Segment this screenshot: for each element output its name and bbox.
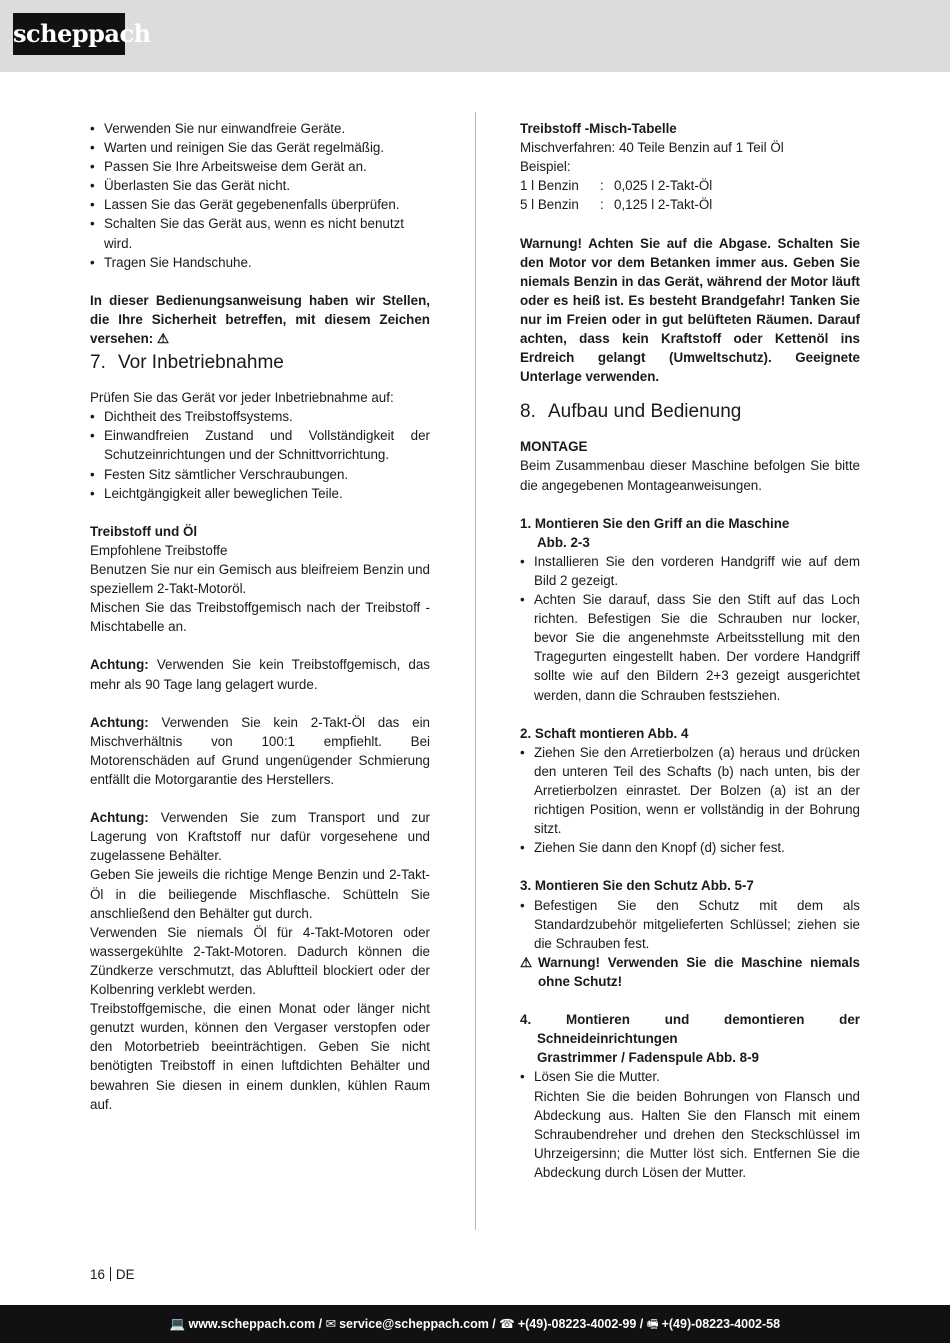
step-2-heading: 2. Schaft montieren Abb. 4 — [520, 725, 689, 741]
list-item: • Befestigen Sie den Schutz mit dem als Standardzubehör mitgelieferten Schlüssel; ziehen sie die Schrauben fest. — [520, 896, 860, 953]
list-item: • Leichtgängigkeit aller beweglichen Teile. — [90, 484, 430, 503]
list-item: • Ziehen Sie dann den Knopf (d) sicher fest. — [520, 838, 860, 857]
step-4-heading: 4. Montieren und demontieren der Schneideinrichtungen — [520, 1012, 860, 1047]
right-column — [520, 119, 860, 1182]
list-item: • Überlasten Sie das Gerät nicht. — [90, 176, 430, 195]
monitor-icon: 💻 — [169, 1317, 186, 1331]
montage-text: Beim Zusammenbau dieser Maschine befolgen Sie bitte die angegebenen Montageanweisungen. — [520, 458, 860, 493]
attention-note-3: Achtung: Verwenden Sie zum Transport und zur Lagerung von Kraftstoff nur dafür vorgesehene und zugelassene Behälter. — [90, 810, 430, 864]
attention-note-1: Achtung: Verwenden Sie kein Treibstoffgemisch, das mehr als 90 Tage lang gelagert wurde. — [90, 657, 430, 692]
fax-icon: 🖷 — [646, 1317, 659, 1331]
footer-email-link[interactable]: service@scheppach.com / — [339, 1317, 496, 1331]
mix-table — [520, 176, 712, 214]
paragraph: Geben Sie jeweils die richtige Menge Benzin und 2-Takt-Öl in die beiliegende Mischflasche. Schütteln Sie anschließend den Behälter gut durch. — [90, 867, 430, 921]
table-row: 5 l Benzin : 0,125 l 2-Takt-Öl — [520, 197, 713, 213]
paragraph: Benutzen Sie nur ein Gemisch aus bleifreiem Benzin und speziellem 2-Takt-Motoröl. — [90, 561, 430, 597]
step-4-subheading: Grastrimmer / Fadenspule Abb. 8-9 — [537, 1050, 759, 1066]
column-divider — [475, 112, 476, 1230]
paragraph: Mischen Sie das Treibstoffgemisch nach der Treibstoff -Mischtabelle an. — [90, 600, 430, 635]
footer-fax: +(49)-08223-4002-58 — [661, 1317, 781, 1331]
montage-heading: MONTAGE — [520, 439, 588, 455]
fuel-subheading: Empfohlene Treibstoffe — [90, 542, 228, 558]
warning-triangle-icon: ⚠ — [520, 954, 533, 970]
list-item: • Festen Sitz sämtlicher Verschraubungen. — [90, 465, 430, 484]
list-item: • Einwandfreien Zustand und Vollständigkeit der Schutzeinrichtungen und der Schnittvorrichtung. — [90, 426, 430, 464]
list-item: • Warten und reinigen Sie das Gerät regelmäßig. — [90, 138, 430, 157]
list-item: • Passen Sie Ihre Arbeitsweise dem Gerät an. — [90, 157, 430, 176]
list-item: • Ziehen Sie den Arretierbolzen (a) heraus und drücken den unteren Teil des Schafts (b) nach unten, bis der Arretierbolzen einrastet. Der Bolzen (a) ist an der richtigen Position, wenn er vollständig in der Bohrung sitzt. — [520, 743, 860, 838]
page-footer — [0, 1305, 950, 1343]
attention-note-2: Achtung: Verwenden Sie kein 2-Takt-Öl das ein Mischverhältnis von 100:1 empfiehlt. Bei Motorenschäden auf Grund ungenügender Schmierung entfällt die Motorgarantie des Herstellers. — [90, 714, 430, 787]
section-heading-7: 7. Vor Inbetriebnahme — [90, 352, 284, 374]
section-heading-8: 8. Aufbau und Bedienung — [520, 401, 742, 423]
list-item: • Achten Sie darauf, dass Sie den Stift auf das Loch richten. Befestigen Sie die Schrauben nur locker, bevor Sie die angenehmste Arbeitsstellung mit den Tragegurten eingestellt haben. Der vordere Handgriff sollte wie auf den Bildern 2+3 gezeigt ausgerichtet werden, dann die Schrauben festsziehen. — [520, 590, 860, 705]
check-intro: Prüfen Sie das Gerät vor jeder Inbetriebnahme auf: — [90, 390, 394, 406]
step-1-subheading: Abb. 2-3 — [537, 534, 590, 550]
list-item: • Verwenden Sie nur einwandfreie Geräte. — [90, 119, 430, 138]
table-row: 1 l Benzin : 0,025 l 2-Takt-Öl — [520, 178, 713, 194]
paragraph: Verwenden Sie niemals Öl für 4-Takt-Motoren oder wassergekühlte 2-Takt-Motoren. Dadurch können die Zündkerze verschmutzt, das Abluftteil blockiert oder der Kolbenring verklebt werden. — [90, 924, 430, 998]
mail-icon: ✉ — [325, 1317, 337, 1331]
paragraph: Treibstoffgemische, die einen Monat oder länger nicht genutzt wurden, können den Vergaser verstopfen oder den Motorbetrieb beeinträchtigen. Geben Sie nicht benötigten Treibstoff in einen luftdichten Behälter und bewahren Sie diesen in einem dunklen, kühlen Raum auf. — [90, 1001, 430, 1112]
safety-note: In dieser Bedienungsanweisung haben wir Stellen, die Ihre Sicherheit betreffen, mit diesem Zeichen versehen: ⚠ — [90, 292, 430, 347]
scheppach-logo: scheppach — [13, 13, 125, 55]
left-column — [90, 119, 430, 1114]
page-header — [0, 0, 950, 72]
footer-phone: +(49)-08223-4002-99 / — [517, 1317, 644, 1331]
step-1-heading: 1. Montieren Sie den Griff an die Maschine — [520, 515, 790, 531]
list-item: • Lassen Sie das Gerät gegebenenfalls überprüfen. — [90, 195, 430, 214]
list-item: • Schalten Sie das Gerät aus, wenn es nicht benutzt wird. — [90, 214, 430, 252]
mix-table-heading: Treibstoff -Misch-Tabelle — [520, 121, 677, 136]
step-4-text: Richten Sie die beiden Bohrungen von Flansch und Abdeckung aus. Halten Sie den Flansch mit einem Schraubendreher und drehen den Steckschlüssel im Uhrzeigersinn; die Mutter löst sich. Entfernen Sie die Abdeckung durch Lösen der Mutter. — [534, 1088, 860, 1180]
list-item: • Tragen Sie Handschuhe. — [90, 253, 430, 272]
step-3-heading: 3. Montieren Sie den Schutz Abb. 5-7 — [520, 878, 754, 894]
list-item: • Installieren Sie den vorderen Handgriff wie auf dem Bild 2 gezeigt. — [520, 552, 860, 590]
warning-triangle-icon: ⚠ — [157, 331, 170, 347]
example-label: Beispiel: — [520, 159, 571, 175]
phone-icon: ☎ — [499, 1317, 515, 1331]
list-item: • Lösen Sie die Mutter. — [520, 1067, 860, 1086]
page-number: 16 DE — [90, 1267, 135, 1282]
mix-method: Mischverfahren: 40 Teile Benzin auf 1 Teil Öl — [520, 140, 784, 156]
fuel-warning: Warnung! Achten Sie auf die Abgase. Schalten Sie den Motor vor dem Betanken immer aus. Geben Sie niemals Benzin in das Gerät, während der Motor läuft oder es heiß ist. Es besteht Brandgefahr! Tanken Sie nur im Freien oder in gut belüfteten Räumen. Darauf achten, dass kein Kraftstoff oder Kettenöl ins Erdreich gelangt (Umweltschutz). Geeignete Unterlage verwenden. — [520, 235, 860, 385]
footer-website-link[interactable]: www.scheppach.com / — [188, 1317, 323, 1331]
fuel-heading: Treibstoff und Öl — [90, 523, 198, 539]
list-item: • Dichtheit des Treibstoffsystems. — [90, 407, 430, 426]
step-3-warning: ⚠ Warnung! Verwenden Sie die Maschine niemals ohne Schutz! — [520, 954, 860, 989]
